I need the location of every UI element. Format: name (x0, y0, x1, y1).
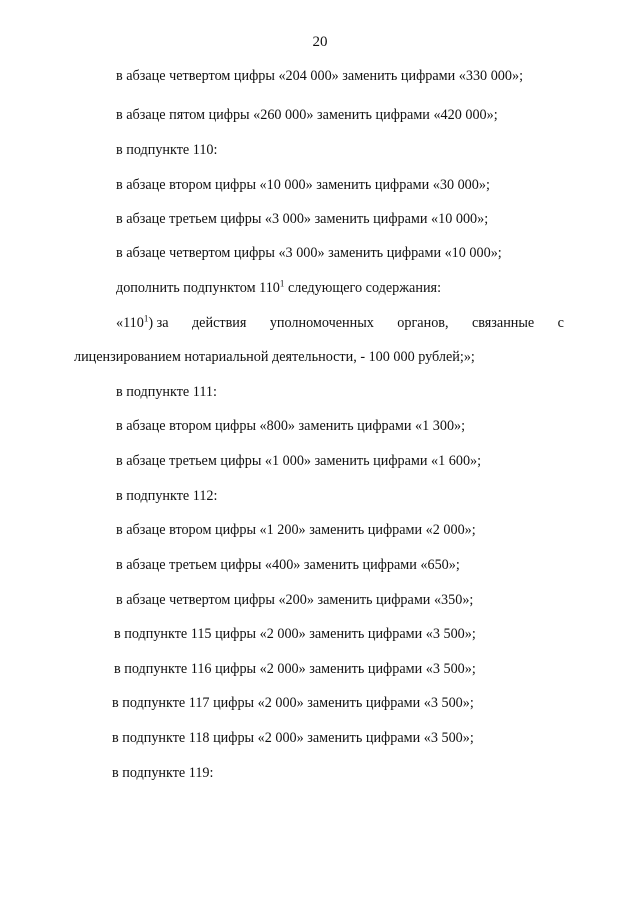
addition-prefix: дополнить подпунктом 110 (116, 280, 280, 296)
quote-first-line (116, 315, 564, 332)
text-line: в абзаце четвертом цифры «3 000» заменить цифрами «10 000»; (116, 245, 502, 261)
text-line: в абзаце втором цифры «1 200» заменить цифрами «2 000»; (116, 522, 476, 538)
quote-word: действия (191, 315, 247, 331)
quote-word: уполномоченных (269, 315, 374, 331)
superscript: 1 (279, 278, 285, 289)
text-line: в подпункте 116 цифры «2 000» заменить цифрами «3 500»; (114, 661, 476, 677)
text-line: в подпункте 115 цифры «2 000» заменить цифрами «3 500»; (114, 626, 476, 642)
page-number: 20 (312, 34, 328, 50)
text-line: в абзаце четвертом цифры «204 000» заменить цифрами «330 000»; (116, 68, 524, 84)
quote-word: с (557, 315, 564, 331)
text-line: в абзаце третьем цифры «1 000» заменить цифрами «1 600»; (116, 453, 482, 469)
text-line: в абзаце втором цифры «800» заменить цифрами «1 300»; (116, 418, 466, 434)
superscript: 1 (143, 313, 149, 324)
text-line: в абзаце третьем цифры «3 000» заменить цифрами «10 000»; (116, 211, 489, 227)
addition-line (116, 280, 441, 297)
text-line: в подпункте 112: (116, 488, 218, 504)
text-line: в абзаце четвертом цифры «200» заменить цифрами «350»; (116, 592, 474, 608)
quote-start: «$110^1$) за (116, 313, 169, 331)
text-line: в абзаце пятом цифры «260 000» заменить цифрами «420 000»; (116, 107, 498, 123)
text-line: в подпункте 111: (116, 384, 217, 400)
quote-continuation: лицензированием нотариальной деятельности, - 100 000 рублей;»; (74, 349, 475, 365)
addition-suffix: следующего содержания: (284, 280, 442, 296)
text-line: в подпункте 119: (112, 765, 214, 781)
quote-word: связанные (471, 315, 535, 331)
text-line: в абзаце третьем цифры «400» заменить цифрами «650»; (116, 557, 460, 573)
text-line: в подпункте 117 цифры «2 000» заменить цифрами «3 500»; (112, 695, 474, 711)
text-line: в абзаце втором цифры «10 000» заменить цифрами «30 000»; (116, 177, 490, 193)
quote-word: органов, (397, 315, 449, 331)
text-line: в подпункте 118 цифры «2 000» заменить цифрами «3 500»; (112, 730, 474, 746)
text-line: в подпункте 110: (116, 142, 218, 158)
